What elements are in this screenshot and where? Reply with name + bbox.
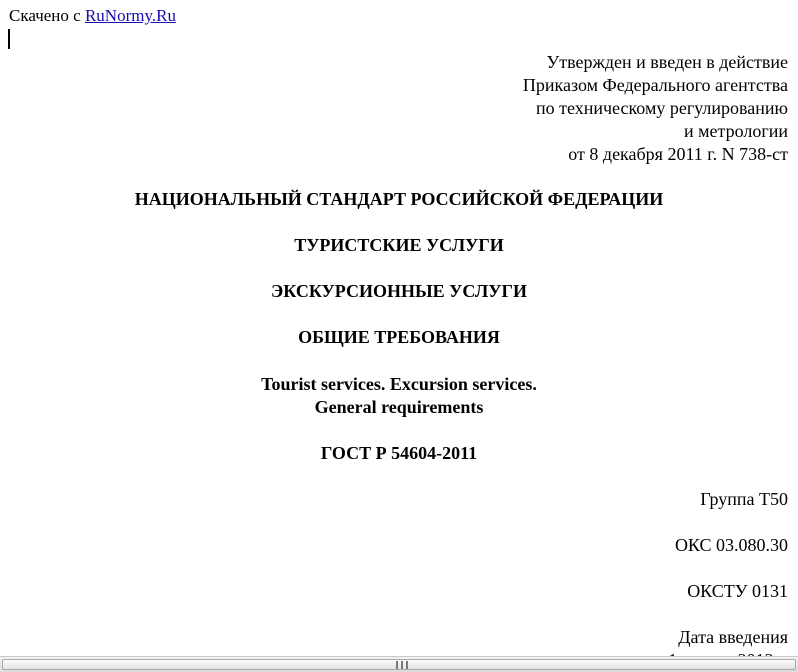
- text-caret: [8, 29, 10, 49]
- approval-line-4: и метрологии: [684, 121, 788, 141]
- source-prefix: Скачено с: [9, 6, 85, 25]
- national-standard-title: НАЦИОНАЛЬНЫЙ СТАНДАРТ РОССИЙСКОЙ ФЕДЕРАЦИИ: [134, 189, 664, 209]
- oks-code: ОКС 03.080.30: [674, 535, 788, 555]
- horizontal-scrollbar[interactable]: [0, 656, 798, 672]
- runormy-link[interactable]: RuNormy.Ru: [84, 6, 176, 25]
- source-line: [9, 6, 176, 26]
- general-requirements-title: ОБЩИЕ ТРЕБОВАНИЯ: [298, 327, 500, 347]
- scrollbar-thumb[interactable]: [2, 659, 796, 670]
- excursion-services-title: ЭКСКУРСИОННЫЕ УСЛУГИ: [271, 281, 527, 301]
- english-title-line-2: General requirements: [314, 397, 484, 417]
- tourist-services-title: ТУРИСТСКИЕ УСЛУГИ: [294, 235, 504, 255]
- group-code: Группа Т50: [700, 489, 788, 509]
- approval-block: [523, 51, 788, 166]
- approval-line-2: Приказом Федерального агентства: [522, 75, 788, 95]
- okstu-code: ОКСТУ 0131: [687, 581, 788, 601]
- gost-number: ГОСТ Р 54604-2011: [320, 443, 478, 463]
- intro-date-label: Дата введения: [678, 627, 788, 647]
- approval-line-1: Утвержден и введен в действие: [546, 52, 788, 72]
- approval-line-5: от 8 декабря 2011 г. N 738-ст: [568, 144, 788, 164]
- english-title-line-1: Tourist services. Excursion services.: [261, 374, 537, 394]
- grip-icon: [396, 661, 408, 669]
- approval-line-3: по техническому регулированию: [535, 98, 788, 118]
